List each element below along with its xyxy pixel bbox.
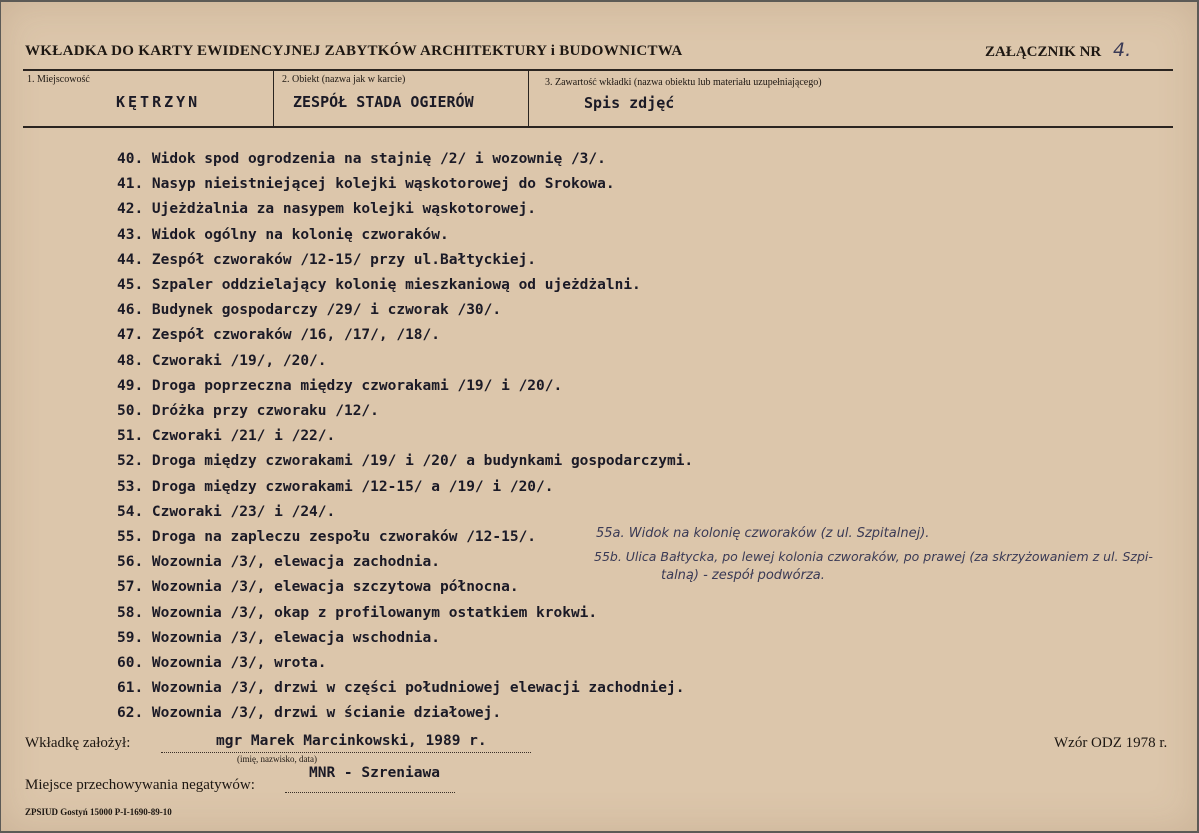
inventory-card-insert	[1, 2, 1197, 831]
handwritten-note-55b: 55b. Ulica Bałtycka, po lewej kolonia czworaków, po prawej (za skrzyżowaniem z ul. Szpi-	[594, 549, 1153, 564]
list-item: 56. Wozownia /3/, elewacja zachodnia.	[117, 554, 441, 571]
compiled-by-label: Wkładkę założył:	[25, 735, 131, 751]
form-pattern: Wzór ODZ 1978 r.	[1054, 735, 1168, 751]
list-item: 44. Zespół czworaków /12-15/ przy ul.Bałtyckiej.	[117, 251, 537, 268]
list-item: 52. Droga między czworakami /19/ i /20/ a budynkami gospodarczymi.	[117, 453, 694, 470]
content-value: Spis zdjęć	[584, 94, 675, 112]
compiled-by-value: mgr Marek Marcinkowski, 1989 r.	[216, 733, 487, 749]
list-item: 41. Nasyp nieistniejącej kolejki wąskotorowej do Srokowa.	[117, 176, 615, 193]
list-item: 59. Wozownia /3/, elewacja wschodnia.	[117, 629, 441, 646]
list-item: 53. Droga między czworakami /12-15/ a /19/ i /20/.	[117, 478, 554, 495]
locality-label: 1. Miejscowość	[27, 74, 90, 85]
list-item: 61. Wozownia /3/, drzwi w części południowej elewacji zachodniej.	[117, 680, 685, 697]
list-item: 60. Wozownia /3/, wrota.	[117, 655, 327, 671]
header-bottom-rule	[23, 126, 1173, 128]
list-item: 40. Widok spod ogrodzenia na stajnię /2/ i wozownię /3/.	[117, 151, 606, 167]
storage-value: MNR - Szreniawa	[309, 765, 440, 781]
handwritten-note-55a: 55a. Widok na kolonię czworaków (z ul. Szpitalnej).	[596, 526, 930, 541]
locality-value: KĘTRZYN	[116, 93, 201, 111]
storage-dotted-line	[285, 791, 455, 793]
object-value: ZESPÓŁ STADA OGIERÓW	[293, 93, 474, 111]
list-item: 58. Wozownia /3/, okap z profilowanym ostatkiem krokwi.	[117, 604, 598, 621]
field-divider-2	[528, 71, 529, 126]
list-item: 46. Budynek gospodarczy /29/ i czworak /30/.	[117, 302, 502, 319]
object-label: 2. Obiekt (nazwa jak w karcie)	[282, 74, 406, 85]
list-item: 62. Wozownia /3/, drzwi w ścianie działowej.	[117, 705, 502, 722]
list-item: 50. Dróżka przy czworaku /12/.	[117, 403, 379, 419]
list-item: 51. Czworaki /21/ i /22/.	[117, 428, 336, 445]
attachment-label: ZAŁĄCZNIK NR	[985, 44, 1102, 60]
list-item: 55. Droga na zapleczu zespołu czworaków /12-15/.	[117, 529, 537, 545]
list-item: 48. Czworaki /19/, /20/.	[117, 352, 327, 369]
field-divider-1	[273, 71, 274, 126]
list-item: 49. Droga poprzeczna między czworakami /19/ i /20/.	[117, 377, 563, 394]
compiled-by-dotted-line	[161, 751, 531, 753]
list-item: 45. Szpaler oddzielający kolonię mieszkaniową od ujeżdżalni.	[117, 277, 641, 293]
list-item: 47. Zespół czworaków /16, /17/, /18/.	[117, 327, 441, 344]
list-item: 54. Czworaki /23/ i /24/.	[117, 503, 336, 520]
handwritten-note-55b-cont: talną) - zespół podwórza.	[661, 568, 825, 583]
list-item: 42. Ujeżdżalnia za nasypem kolejki wąskotorowej.	[117, 201, 537, 218]
document-title: WKŁADKA DO KARTY EWIDENCYJNEJ ZABYTKÓW ARCHITEKTURY i BUDOWNICTWA	[25, 43, 683, 59]
list-item: 57. Wozownia /3/, elewacja szczytowa północna.	[117, 579, 519, 596]
compiled-by-hint: (imię, nazwisko, data)	[237, 754, 317, 764]
printer-imprint: ZPSIUD Gostyń 15000 P-I-1690-89-10	[25, 807, 172, 817]
header-top-rule	[23, 69, 1173, 71]
attachment-number: 4.	[1113, 39, 1132, 61]
storage-label: Miejsce przechowywania negatywów:	[25, 777, 255, 793]
content-label: 3. Zawartość wkładki (nazwa obiektu lub materiału uzupełniającego)	[545, 77, 822, 88]
list-item: 43. Widok ogólny na kolonię czworaków.	[117, 226, 449, 243]
